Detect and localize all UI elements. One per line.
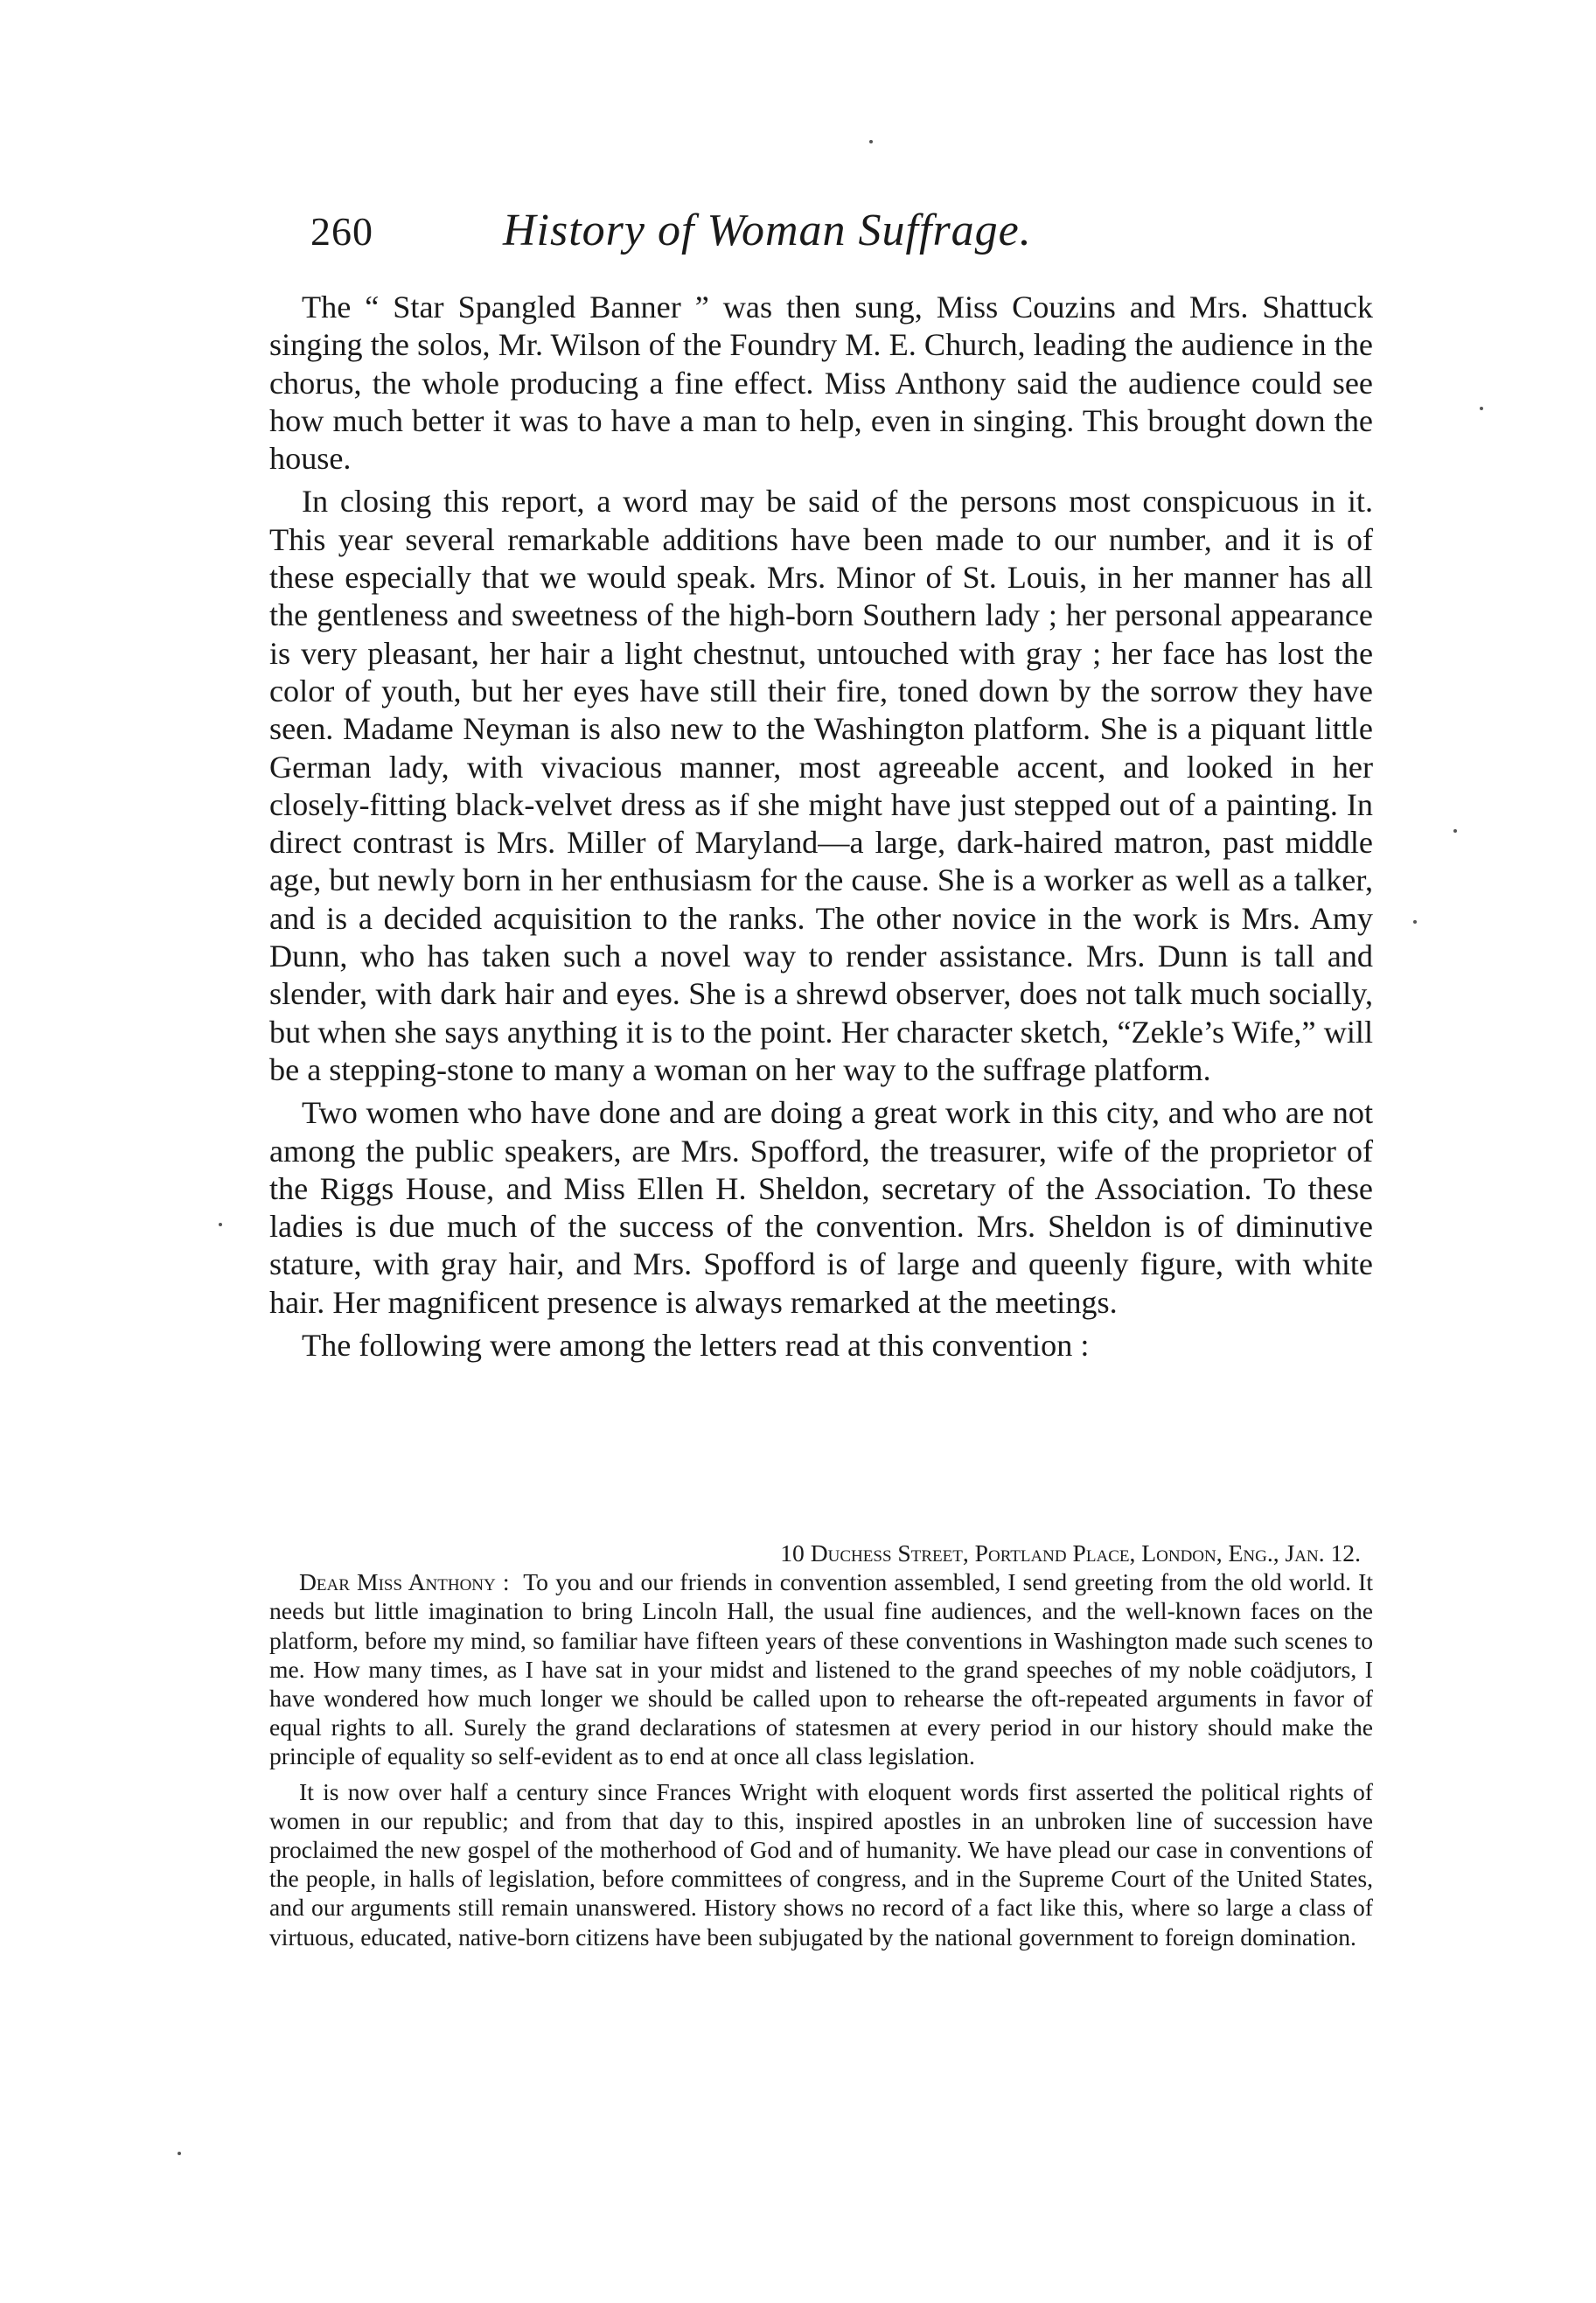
scan-speck [869,140,873,143]
scan-speck [1480,407,1483,410]
paragraph-closing-report: In closing this report, a word may be said of the persons most conspicuous in it. This year several remarkable additions have been made to our number, and it is of these especially that we would speak. Mrs. Minor of St. Louis, in her manner has all the gentleness and sweetness of the high-born Southern lady ; her personal appearance is very pleasant, her hair a light chestnut, untouched with gray ; her face has lost the color of youth, but her eyes have still their fire, toned down by the sorrow they have seen. Madame Neyman is also new to the Washington platform. She is a piquant little German lady, with vivacious manner, most agreeable accent, and looked in her closely-fitting black-velvet dress as if she might have just stepped out of a painting. In direct contrast is Mrs. Miller of Maryland—a large, dark-haired matron, past middle age, but newly born in her enthusiasm for the cause. She is a worker as well as a talker, and is a decided acquisition to the ranks. The other novice in the work is Mrs. Amy Dunn, who has taken such a novel way to render assistance. Mrs. Dunn is tall and slender, with dark hair and eyes. She is a shrewd observer, does not talk much socially, but when she says anything it is to the point. Her character sketch, “Zekle’s Wife,” will be a stepping-stone to many a woman on her way to the suffrage platform. [269,484,1373,1087]
scan-speck [178,2152,181,2155]
letter-dateline: 10 Duchess Street, Portland Place, London, Eng., Jan. 12. [780,1539,1361,1567]
page-header [267,208,1382,278]
body-text [269,289,1373,1364]
running-title: History of Woman Suffrage. [503,206,1032,255]
scan-speck [1413,920,1417,924]
paragraph-banner: The “ Star Spangled Banner ” was then sung, Miss Couzins and Mrs. Shattuck singing the solos, Mr. Wilson of the Foundry M. E. Church, leading the audience in the chorus, the whole producing a fine effect. Miss Anthony said the audience could see how much better it was to have a man to help, even in singing. This brought down the house. [269,290,1373,477]
paragraph-two-women: Two women who have done and are doing a great work in this city, and who are not among the public speakers, are Mrs. Spofford, the treasurer, wife of the proprietor of the Riggs House, and Miss Ellen H. Sheldon, secretary of the Association. To these ladies is due much of the success of the convention. Mrs. Sheldon is of diminutive stature, with gray hair, and Mrs. Spofford is of large and queenly figure, with white hair. Her magnificent presence is always remarked at the meetings. [269,1095,1373,1320]
page-number: 260 [310,209,373,254]
letter-paragraph-1-text: To you and our friends in convention assembled, I send greeting from the old world. It needs but little imagination to bring Lincoln Hall, the usual fine audiences, and the well-known faces on the platform, before my mind, so familiar have fifteen years of these conventions in Washington made such scenes to me. How many times, as I have sat in your midst and listened to the grand speeches of my noble coädjutors, I have wondered how much longer we should be called upon to rehearse the oft-repeated arguments in favor of equal rights to all. Surely the grand declarations of statesmen at every period in our history should make the principle of equality so self-evident as to end at once all class legislation. [269,1568,1374,1770]
letter-paragraph: It is now over half a century since Frances Wright with eloquent words first asserted the political rights of women in our republic; and from that day to this, inspired apostles in an unbroken line of succession have proclaimed the new gospel of the motherhood of God and of humanity. We have plead our case in conventions of the people, in halls of legislation, before committees of congress, and in the Supreme Court of the United States, and our arguments still remain unanswered. History shows no record of a fact like this, where so large a class of virtuous, educated, native-born citizens have been subjugated by the national government to foreign domination. [269,1777,1373,1951]
letter-salutation: Dear Miss Anthony : [299,1568,510,1596]
letter-paragraph [269,1567,1373,1770]
paragraph-letters-intro: The following were among the letters read at this convention : [302,1328,1090,1364]
scan-speck [219,1223,222,1226]
scan-speck [1453,829,1457,833]
letter [269,1539,1373,1951]
